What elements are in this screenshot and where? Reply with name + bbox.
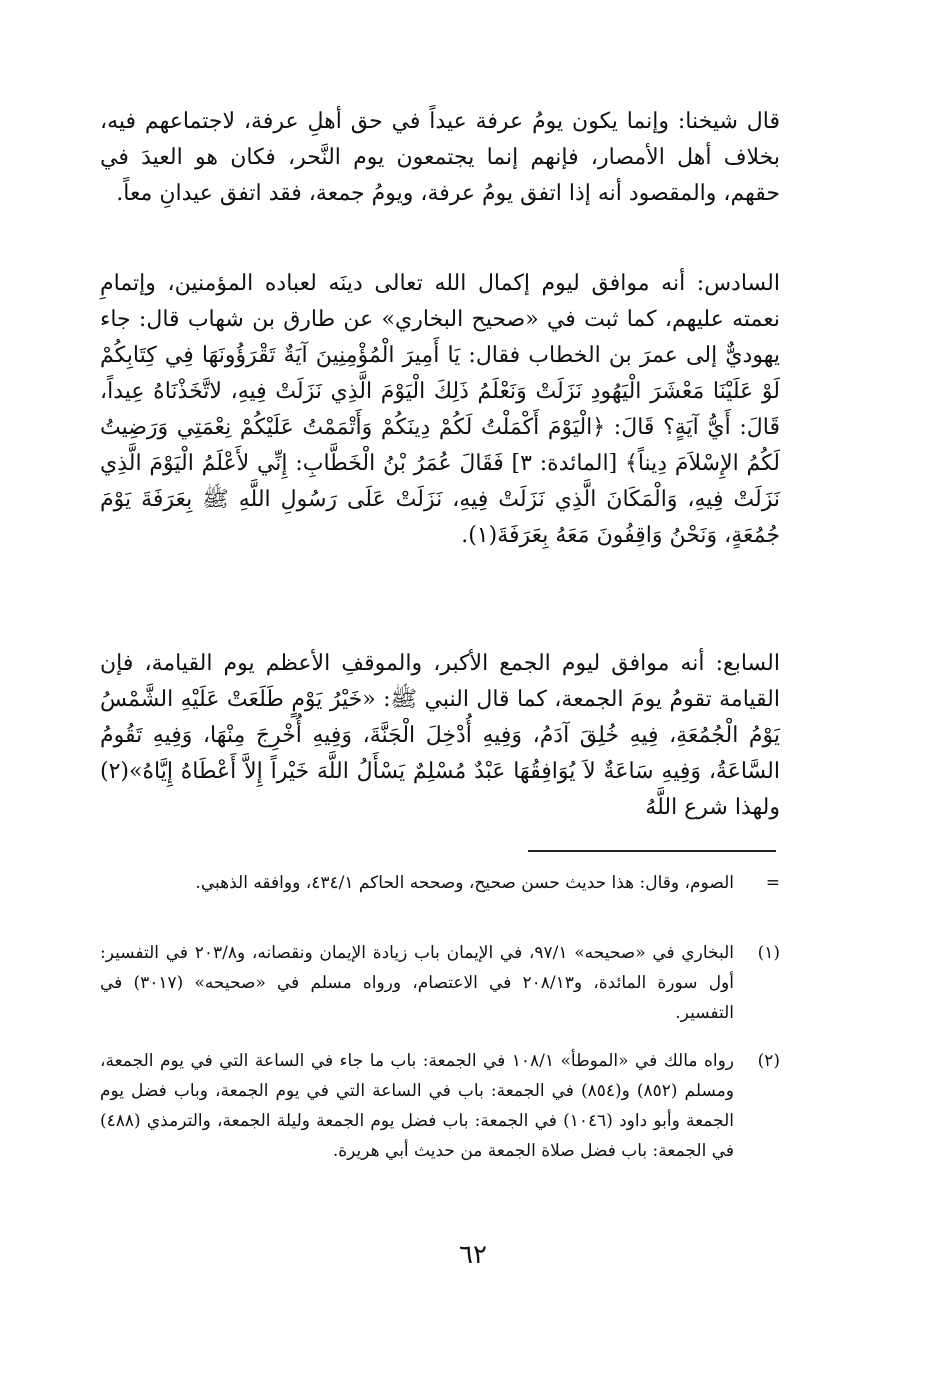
footnote-text: البخاري في «صحيحه» ٩٧/١، في الإيمان باب زيادة الإيمان ونقصانه، و٢٠٣/٨ في التفسير: أول سورة المائدة، و٢٠٨/١٣ في الاعتصام، ورواه مسلم في «صحيحه» (٣٠١٧) في التفسير. [100,943,735,1023]
footnote-marker: (١) [757,943,780,963]
footnote-1 [100,938,780,1028]
footnote-2 [100,1046,780,1166]
footnote-text: الصوم، وقال: هذا حديث حسن صحيح، وصححه الحاكم ٤٣٤/١، ووافقه الذهبي. [195,873,734,893]
footnote-marker: (٢) [757,1051,780,1071]
footnote-continuation [100,868,780,898]
body-paragraph: السادس: أنه موافق ليوم إكمال الله تعالى دينَه لعباده المؤمنين، وإتمامِ نعمته عليهم، كما ثبت في «صحيح البخاري» عن طارق بن شهاب قال: جاء يهوديٌّ إلى عمرَ بن الخطاب فقال: يَا أَمِيرَ الْمُؤْمِنِينَ آيَةٌ تَقْرَؤُونَهَا فِي كِتَابِكُمْ لَوْ عَلَيْنَا مَعْشَرَ الْيَهُودِ نَزَلَتْ وَنَعْلَمُ ذَلِكَ الْيَوْمَ الَّذِي نَزَلَتْ فِيهِ، لاتَّخَذْنَاهُ عِيداً، قَالَ: أَيُّ آيَةٍ؟ قَالَ: ﴿الْيَوْمَ أَكْمَلْتُ لَكُمْ دِينَكُمْ وَأَتْمَمْتُ عَلَيْكُمْ نِعْمَتِي وَرَضِيتُ لَكُمُ الإِسْلاَمَ دِيناً﴾ [المائدة: ٣] فَقَالَ عُمَرُ بْنُ الْخَطَّابِ: إِنِّي لأَعْلَمُ الْيَوْمَ الَّذِي نَزَلَتْ فِيهِ، وَالْمَكَانَ الَّذِي نَزَلَتْ فِيهِ، نَزَلَتْ عَلَى رَسُولِ اللَّهِ ﷺ بِعَرَفَةَ يَوْمَ جُمُعَةٍ، وَنَحْنُ وَاقِفُونَ مَعَهُ بِعَرَفَةَ(١). [100,271,780,548]
body-paragraph: السابع: أنه موافق ليوم الجمع الأكبر، والموقفِ الأعظم يوم القيامة، فإن القيامة تقومُ يومَ الجمعة، كما قال النبي ﷺ: «خَيْرُ يَوْمٍ طَلَعَتْ عَلَيْهِ الشَّمْسُ يَوْمُ الْجُمُعَةِ، فِيهِ خُلِقَ آدَمُ، وَفِيهِ أُدْخِلَ الْجَنَّةَ، وَفِيهِ أُخْرِجَ مِنْهَا، وَفِيهِ تَقُومُ السَّاعَةُ، وَفِيهِ سَاعَةٌ لاَ يُوَافِقُهَا عَبْدٌ مُسْلِمٌ يَسْأَلُ اللَّهَ خَيْراً إِلاَّ أَعْطَاهُ إِيَّاهُ»(٢) ولهذا شرع اللَّهُ [100,651,780,820]
body-paragraph: قال شيخنا: وإنما يكون يومُ عرفة عيداً في حق أهلِ عرفة، لاجتماعهم فيه، بخلاف أهل الأمصار، فإنهم إنما يجتمعون يوم النَّحر، فكان هو العيدَ في حقهم، والمقصود أنه إذا اتفق يومُ عرفة، ويومُ جمعة، فقد اتفق عيدانِ معاً. [100,109,780,206]
footnote-marker: = [765,873,780,893]
page-number: ٦٢ [459,1240,487,1270]
footnote-separator [528,850,776,852]
footnote-text: رواه مالك في «الموطأ» ١٠٨/١ في الجمعة: باب ما جاء في الساعة التي في يوم الجمعة، ومسلم (٨٥٢) و(٨٥٤) في الجمعة: باب في الساعة التي في يوم الجمعة، وباب فضل يوم الجمعة وأبو داود (١٠٤٦) في الجمعة: باب فضل يوم الجمعة وليلة الجمعة، والترمذي (٤٨٨) في الجمعة: باب فضل صلاة الجمعة من حديث أبي هريرة. [100,1051,735,1161]
